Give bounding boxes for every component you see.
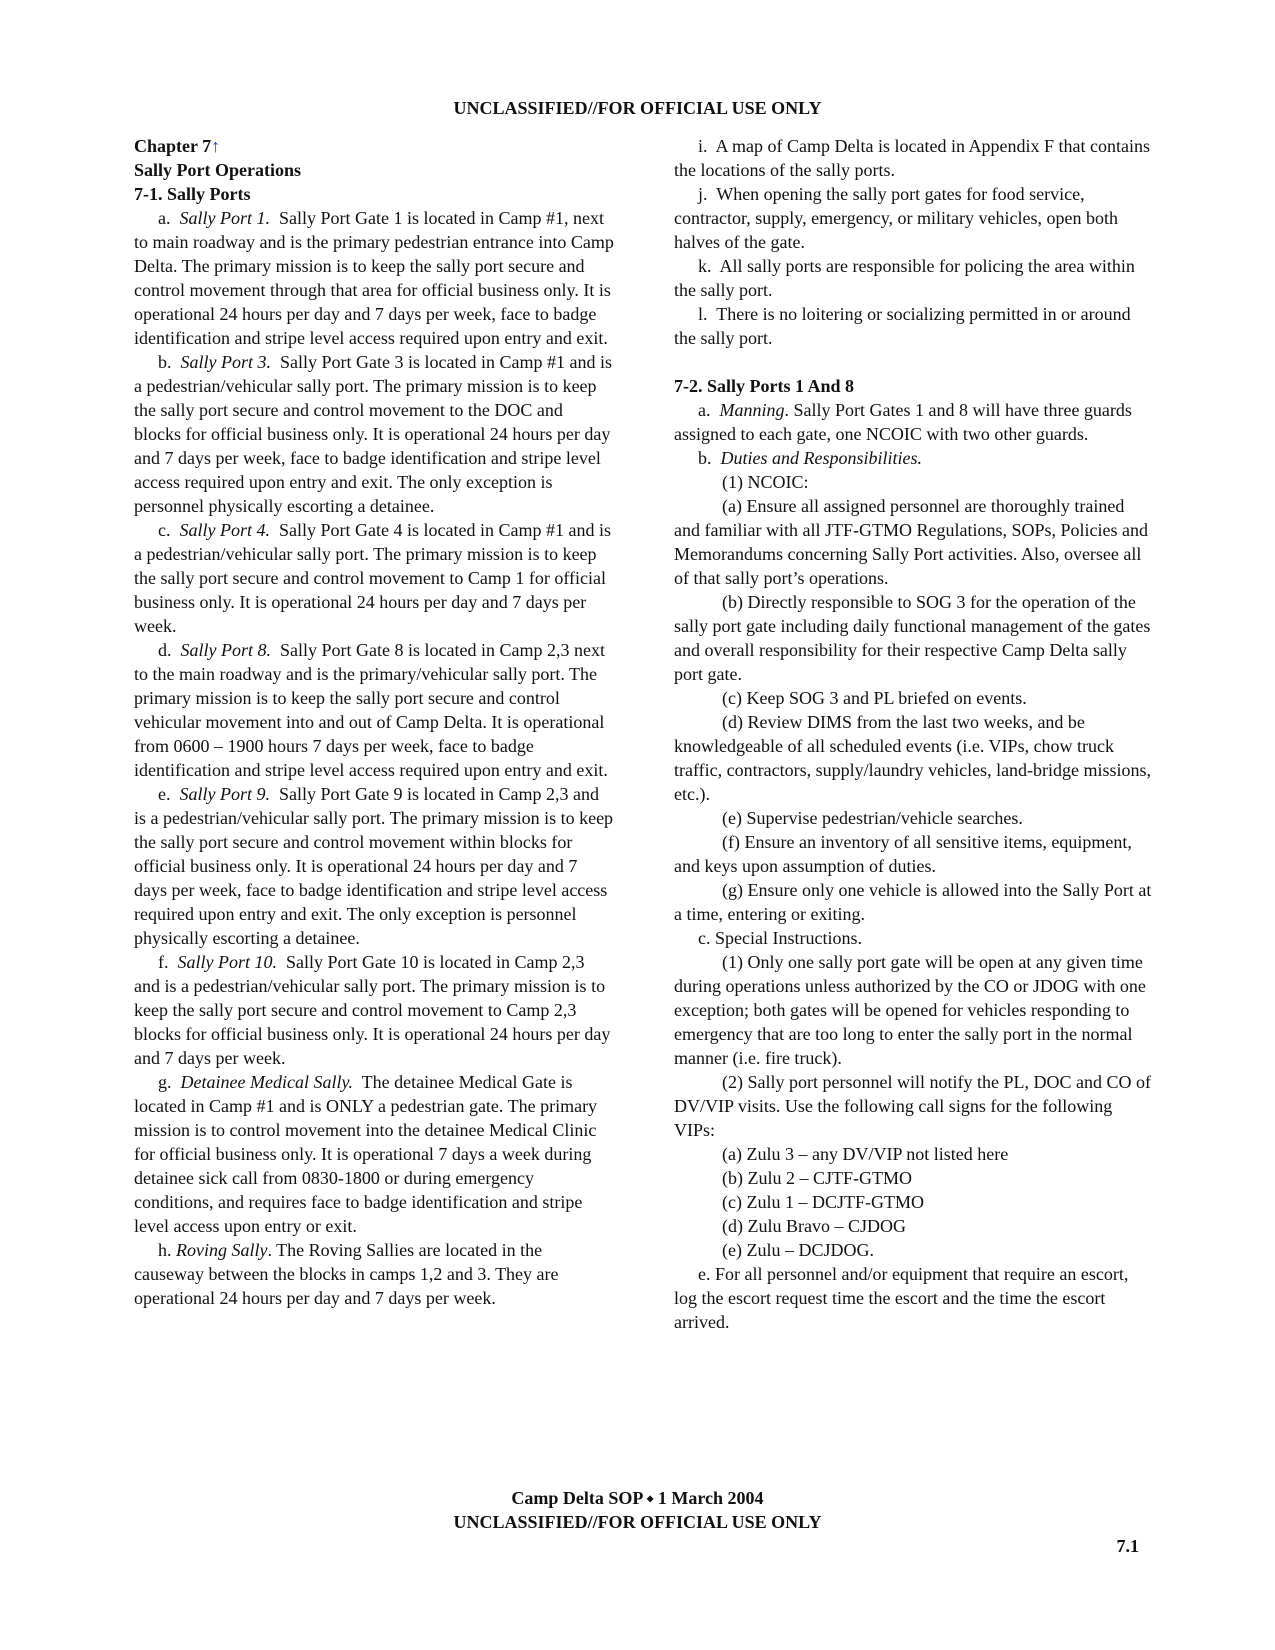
- ncoic-label: (1) NCOIC:: [722, 472, 809, 492]
- paragraph-d: d. Sally Port 8. Sally Port Gate 8 is located in Camp 2,3 next to the main roadway and is the primary/vehicular sally port. The primary mission is to keep the sally port secure and control vehicular movement into and out of Camp Delta. It is operational from 0600 – 1900 hours 7 days per week, face to badge identification and stripe level access required upon entry and exit.: [134, 640, 608, 780]
- paragraph-k: k. All sally ports are responsible for policing the area within the sally port.: [674, 256, 1135, 300]
- call-sign-a: (a) Zulu 3 – any DV/VIP not listed here: [722, 1144, 1009, 1164]
- special-item-2: (2) Sally port personnel will notify the PL, DOC and CO of DV/VIP visits. Use the following call signs for the following VIPs:: [674, 1072, 1151, 1140]
- footer-classification: UNCLASSIFIED//FOR OFFICIAL USE ONLY: [453, 1512, 822, 1532]
- paragraph-a: a. Sally Port 1. Sally Port Gate 1 is located in Camp #1, next to main roadway and is the primary pedestrian entrance into Camp Delta. The primary mission is to keep the sally port secure and control movement through that area for official business only. It is operational 24 hours per day and 7 days per week, face to badge identification and stripe level access required upon entry and exit.: [134, 208, 614, 348]
- section-spacer: [674, 350, 1152, 374]
- section-heading-7-1: 7-1. Sally Ports: [134, 184, 251, 204]
- paragraph-c: c. Sally Port 4. Sally Port Gate 4 is located in Camp #1 and is a pedestrian/vehicular sally port. The primary mission is to keep the sally port secure and control movement to Camp 1 for official business only. It is operational 24 hours per day and 7 days per week.: [134, 520, 611, 636]
- chapter-title: Sally Port Operations: [134, 160, 301, 180]
- duty-item-a: (a) Ensure all assigned personnel are thoroughly trained and familiar with all JTF-GTMO Regulations, SOPs, Policies and Memorandums concerning Sally Port activities. Also, oversee all of that sally port’s operations.: [674, 496, 1148, 588]
- paragraph-escort: e. For all personnel and/or equipment that require an escort, log the escort request time the escort and the time the escort arrived.: [674, 1264, 1129, 1332]
- call-sign-b: (b) Zulu 2 – CJTF-GTMO: [722, 1168, 912, 1188]
- special-item-1: (1) Only one sally port gate will be open at any given time during operations unless authorized by the CO or JDOG with one exception; both gates will be opened for vehicles responding to emergency that are too long to enter the sally port in the normal manner (i.e. fire truck).: [674, 952, 1146, 1068]
- paragraph-j: j. When opening the sally port gates for food service, contractor, supply, emergency, or military vehicles, open both halves of the gate.: [674, 184, 1118, 252]
- duty-item-e: (e) Supervise pedestrian/vehicle searches.: [722, 808, 1023, 828]
- right-column: [674, 134, 1152, 1334]
- paragraph-l: l. There is no loitering or socializing permitted in or around the sally port.: [674, 304, 1131, 348]
- paragraph-f: f. Sally Port 10. Sally Port Gate 10 is located in Camp 2,3 and is a pedestrian/vehicular sally port. The primary mission is to keep the sally port secure and control movement to Camp 2,3 blocks for official business only. It is operational 24 hours per day and 7 days per week.: [134, 952, 611, 1068]
- duty-item-d: (d) Review DIMS from the last two weeks, and be knowledgeable of all scheduled events (i.e. VIPs, chow truck traffic, contractors, supply/laundry vehicles, land-bridge missions, etc.).: [674, 712, 1152, 804]
- chapter-label: Chapter 7↑: [134, 136, 221, 156]
- duty-item-f: (f) Ensure an inventory of all sensitive items, equipment, and keys upon assumption of duties.: [674, 832, 1132, 876]
- page-number: 7.1: [1116, 1536, 1139, 1556]
- up-arrow-link[interactable]: ↑: [211, 136, 221, 156]
- call-sign-d: (d) Zulu Bravo – CJDOG: [722, 1216, 906, 1236]
- duty-item-g: (g) Ensure only one vehicle is allowed into the Sally Port at a time, entering or exiting.: [674, 880, 1152, 924]
- duty-item-c: (c) Keep SOG 3 and PL briefed on events.: [722, 688, 1027, 708]
- paragraph-e: e. Sally Port 9. Sally Port Gate 9 is located in Camp 2,3 and is a pedestrian/vehicular sally port. The primary mission is to keep the sally port secure and control movement within blocks for official business only. It is operational 24 hours per day and 7 days per week, face to badge identification and stripe level access required upon entry and exit. The only exception is personnel physically escorting a detainee.: [134, 784, 614, 948]
- paragraph-g: g. Detainee Medical Sally. The detainee Medical Gate is located in Camp #1 and is ONLY a pedestrian gate. The primary mission is to control movement into the detainee Medical Clinic for official business only. It is operational 7 days a week during detainee sick call from 0830-1800 or during emergency conditions, and requires face to badge identification and stripe level access upon entry or exit.: [134, 1072, 598, 1236]
- special-instructions-heading: c. Special Instructions.: [698, 928, 862, 948]
- footer-sop-date: Camp Delta SOP ⬩ 1 March 2004: [511, 1488, 764, 1508]
- paragraph-b: b. Sally Port 3. Sally Port Gate 3 is located in Camp #1 and is a pedestrian/vehicular sally port. The primary mission is to keep the sally port secure and control movement to the DOC and blocks for official business only. It is operational 24 hours per day and 7 days per week, face to badge identification and stripe level access required upon entry and exit. The only exception is personnel physically escorting a detainee.: [134, 352, 612, 516]
- call-sign-e: (e) Zulu – DCJDOG.: [722, 1240, 874, 1260]
- section-heading-7-2: 7-2. Sally Ports 1 And 8: [674, 376, 855, 396]
- paragraph-manning: a. Manning. Sally Port Gates 1 and 8 will have three guards assigned to each gate, one NCOIC with two other guards.: [674, 400, 1132, 444]
- left-column: [134, 134, 614, 1310]
- paragraph-h: h. Roving Sally. The Roving Sallies are located in the causeway between the blocks in camps 1,2 and 3. They are operational 24 hours per day and 7 days per week.: [134, 1240, 559, 1308]
- classification-header: UNCLASSIFIED//FOR OFFICIAL USE ONLY: [453, 98, 822, 118]
- page-footer: [0, 1486, 1275, 1534]
- paragraph-duties: b. Duties and Responsibilities.: [698, 448, 922, 468]
- paragraph-i: i. A map of Camp Delta is located in Appendix F that contains the locations of the sally ports.: [674, 136, 1150, 180]
- duty-item-b: (b) Directly responsible to SOG 3 for the operation of the sally port gate including daily functional management of the gates and overall responsibility for their respective Camp Delta sally port gate.: [674, 592, 1151, 684]
- call-sign-c: (c) Zulu 1 – DCJTF-GTMO: [722, 1192, 924, 1212]
